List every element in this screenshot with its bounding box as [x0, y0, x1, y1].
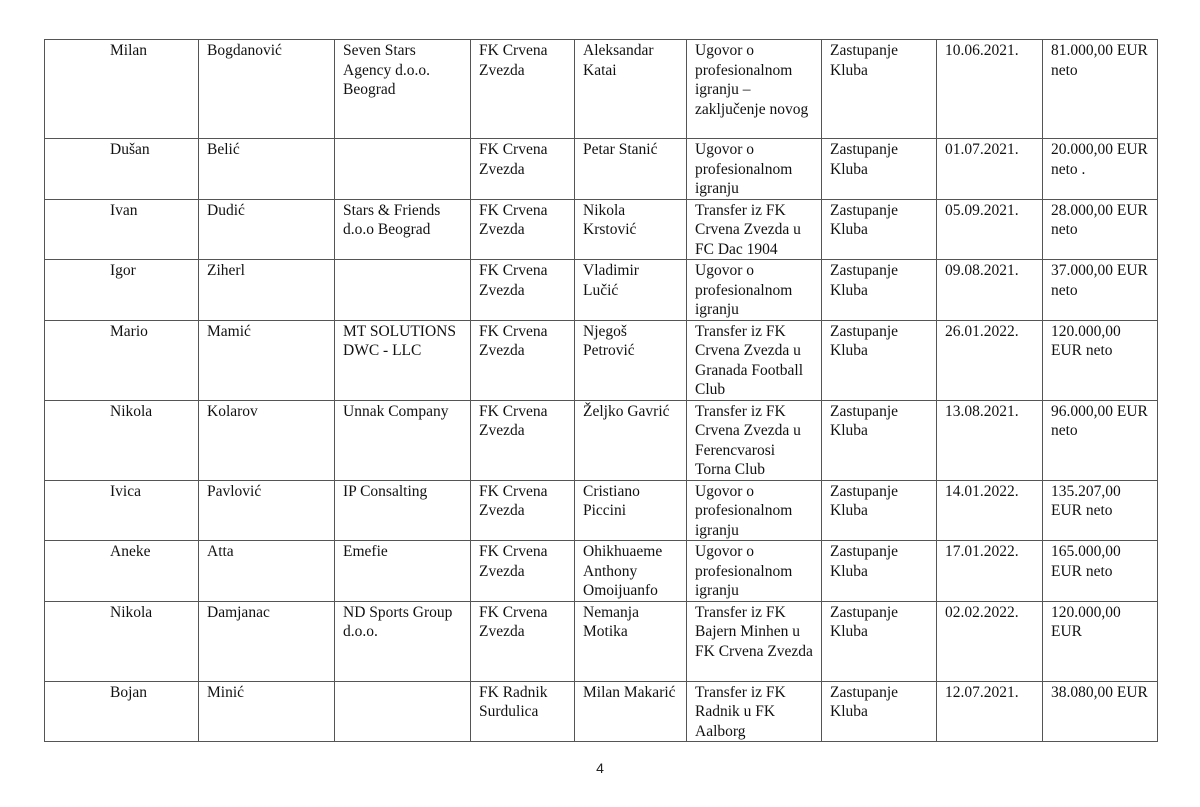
- contract-type-cell: Transfer iz FK Crvena Zvezda u Granada Football Club: [687, 320, 822, 400]
- agency-cell: [335, 260, 471, 321]
- club-cell: FK Crvena Zvezda: [471, 400, 575, 480]
- last-name-cell: Minić: [199, 681, 335, 742]
- first-name-cell: Nikola: [45, 601, 199, 681]
- service-cell: Zastupanje Kluba: [822, 260, 937, 321]
- club-cell: FK Crvena Zvezda: [471, 199, 575, 260]
- player-cell: Nikola Krstović: [575, 199, 687, 260]
- amount-cell: 28.000,00 EUR neto: [1043, 199, 1158, 260]
- player-cell: Aleksandar Katai: [575, 40, 687, 139]
- club-cell: FK Crvena Zvezda: [471, 40, 575, 139]
- date-cell: 02.02.2022.: [937, 601, 1043, 681]
- table-row: [45, 480, 1158, 541]
- club-cell: FK Crvena Zvezda: [471, 320, 575, 400]
- table-row: [45, 199, 1158, 260]
- date-cell: 14.01.2022.: [937, 480, 1043, 541]
- player-cell: Njegoš Petrović: [575, 320, 687, 400]
- agency-cell: MT SOLUTIONS DWC - LLC: [335, 320, 471, 400]
- contract-type-cell: Transfer iz FK Crvena Zvezda u Ferencvarosi Torna Club: [687, 400, 822, 480]
- club-cell: FK Crvena Zvezda: [471, 601, 575, 681]
- amount-cell: 120.000,00 EUR neto: [1043, 320, 1158, 400]
- agency-cell: Seven Stars Agency d.o.o. Beograd: [335, 40, 471, 139]
- service-cell: Zastupanje Kluba: [822, 320, 937, 400]
- contract-type-cell: Ugovor o profesionalnom igranju: [687, 541, 822, 602]
- service-cell: Zastupanje Kluba: [822, 601, 937, 681]
- agency-cell: Stars & Friends d.o.o Beograd: [335, 199, 471, 260]
- date-cell: 17.01.2022.: [937, 541, 1043, 602]
- player-cell: Ohikhuaeme Anthony Omoijuanfo: [575, 541, 687, 602]
- first-name-cell: Aneke: [45, 541, 199, 602]
- service-cell: Zastupanje Kluba: [822, 199, 937, 260]
- contract-type-cell: Ugovor o profesionalnom igranju: [687, 260, 822, 321]
- amount-cell: 81.000,00 EUR neto: [1043, 40, 1158, 139]
- agents-table: [44, 39, 1158, 742]
- agency-cell: Emefie: [335, 541, 471, 602]
- last-name-cell: Damjanac: [199, 601, 335, 681]
- first-name-cell: Bojan: [45, 681, 199, 742]
- date-cell: 12.07.2021.: [937, 681, 1043, 742]
- contract-type-cell: Transfer iz FK Bajern Minhen u FK Crvena Zvezda: [687, 601, 822, 681]
- amount-cell: 120.000,00 EUR: [1043, 601, 1158, 681]
- last-name-cell: Atta: [199, 541, 335, 602]
- table-row: [45, 681, 1158, 742]
- agency-cell: [335, 139, 471, 200]
- contract-type-cell: Ugovor o profesionalnom igranju – zaključenje novog: [687, 40, 822, 139]
- contract-type-cell: Transfer iz FK Crvena Zvezda u FC Dac 1904: [687, 199, 822, 260]
- last-name-cell: Dudić: [199, 199, 335, 260]
- club-cell: FK Crvena Zvezda: [471, 139, 575, 200]
- table-body: [45, 40, 1158, 742]
- player-cell: Vladimir Lučić: [575, 260, 687, 321]
- player-cell: Petar Stanić: [575, 139, 687, 200]
- agency-cell: IP Consalting: [335, 480, 471, 541]
- first-name-cell: Dušan: [45, 139, 199, 200]
- contract-type-cell: Ugovor o profesionalnom igranju: [687, 139, 822, 200]
- first-name-cell: Mario: [45, 320, 199, 400]
- table-row: [45, 40, 1158, 139]
- date-cell: 26.01.2022.: [937, 320, 1043, 400]
- service-cell: Zastupanje Kluba: [822, 480, 937, 541]
- club-cell: FK Crvena Zvezda: [471, 480, 575, 541]
- first-name-cell: Milan: [45, 40, 199, 139]
- last-name-cell: Ziherl: [199, 260, 335, 321]
- first-name-cell: Ivica: [45, 480, 199, 541]
- amount-cell: 135.207,00 EUR neto: [1043, 480, 1158, 541]
- last-name-cell: Belić: [199, 139, 335, 200]
- date-cell: 10.06.2021.: [937, 40, 1043, 139]
- first-name-cell: Nikola: [45, 400, 199, 480]
- table-row: [45, 601, 1158, 681]
- agency-cell: ND Sports Group d.o.o.: [335, 601, 471, 681]
- table-row: [45, 260, 1158, 321]
- last-name-cell: Mamić: [199, 320, 335, 400]
- table-row: [45, 139, 1158, 200]
- table-row: [45, 320, 1158, 400]
- club-cell: FK Radnik Surdulica: [471, 681, 575, 742]
- player-cell: Nemanja Motika: [575, 601, 687, 681]
- last-name-cell: Kolarov: [199, 400, 335, 480]
- date-cell: 09.08.2021.: [937, 260, 1043, 321]
- player-cell: Cristiano Piccini: [575, 480, 687, 541]
- date-cell: 05.09.2021.: [937, 199, 1043, 260]
- last-name-cell: Pavlović: [199, 480, 335, 541]
- player-cell: Željko Gavrić: [575, 400, 687, 480]
- player-cell: Milan Makarić: [575, 681, 687, 742]
- agency-cell: Unnak Company: [335, 400, 471, 480]
- amount-cell: 96.000,00 EUR neto: [1043, 400, 1158, 480]
- date-cell: 01.07.2021.: [937, 139, 1043, 200]
- date-cell: 13.08.2021.: [937, 400, 1043, 480]
- contract-type-cell: Ugovor o profesionalnom igranju: [687, 480, 822, 541]
- first-name-cell: Igor: [45, 260, 199, 321]
- table-row: [45, 400, 1158, 480]
- club-cell: FK Crvena Zvezda: [471, 541, 575, 602]
- service-cell: Zastupanje Kluba: [822, 541, 937, 602]
- service-cell: Zastupanje Kluba: [822, 400, 937, 480]
- agency-cell: [335, 681, 471, 742]
- page-number: 4: [596, 760, 604, 776]
- contract-type-cell: Transfer iz FK Radnik u FK Aalborg: [687, 681, 822, 742]
- last-name-cell: Bogdanović: [199, 40, 335, 139]
- amount-cell: 20.000,00 EUR neto .: [1043, 139, 1158, 200]
- amount-cell: 165.000,00 EUR neto: [1043, 541, 1158, 602]
- amount-cell: 37.000,00 EUR neto: [1043, 260, 1158, 321]
- club-cell: FK Crvena Zvezda: [471, 260, 575, 321]
- service-cell: Zastupanje Kluba: [822, 681, 937, 742]
- table-row: [45, 541, 1158, 602]
- service-cell: Zastupanje Kluba: [822, 139, 937, 200]
- service-cell: Zastupanje Kluba: [822, 40, 937, 139]
- first-name-cell: Ivan: [45, 199, 199, 260]
- amount-cell: 38.080,00 EUR: [1043, 681, 1158, 742]
